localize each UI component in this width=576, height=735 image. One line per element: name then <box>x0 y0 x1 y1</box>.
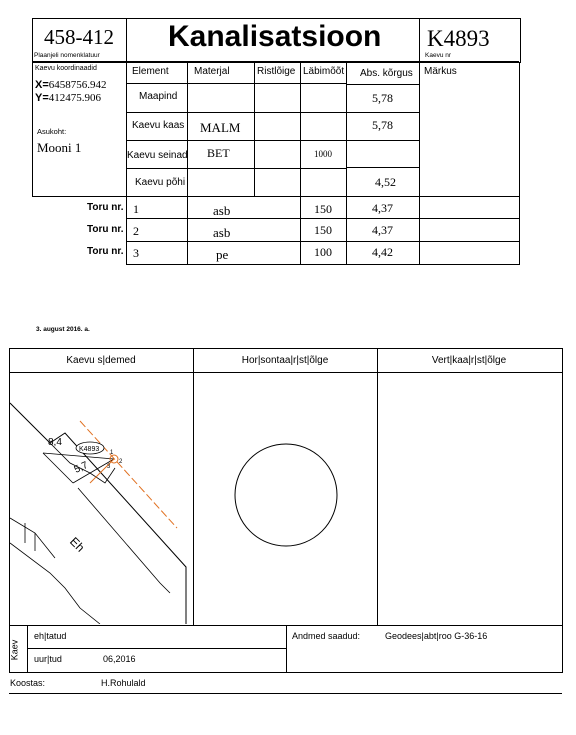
row-element: Kaevu kaas <box>132 120 185 131</box>
col-header-diameter: Läbimõõt <box>303 66 345 77</box>
pipe-height: 4,37 <box>372 201 393 215</box>
pipe-material: pe <box>216 247 229 262</box>
measure-line <box>43 453 114 459</box>
footer-author-value: H.Rohulald <box>101 678 146 688</box>
footer-source-label: Andmed saadud: <box>292 631 361 641</box>
building-edge <box>10 518 55 558</box>
panel-title-horizontal: Hor|sontaa|r|st|õlge <box>241 355 329 366</box>
pipe-label: Toru nr. <box>87 202 124 213</box>
sketch-house-label: Eh <box>67 534 88 555</box>
row-element: Kaevu põhi <box>135 177 186 188</box>
pipe-nr: 1 <box>133 202 139 216</box>
row-height: 4,52 <box>375 175 396 189</box>
pipe-nr: 3 <box>133 246 139 260</box>
panel-title-sketch: Kaevu s|demed <box>66 355 136 366</box>
sketch-pipe-2: 2 <box>119 459 123 465</box>
well-sketch <box>10 373 193 624</box>
panel-title-vertical: Vert|kaa|r|st|õlge <box>431 355 507 366</box>
sketch-pipe-1: 1 <box>110 450 114 456</box>
sketch-pipe-3: 3 <box>107 464 111 470</box>
row-material: MALM <box>200 120 241 135</box>
location-caption: Asukoht: <box>37 127 67 136</box>
pipe-diameter: 100 <box>314 245 332 259</box>
col-header-element: Element <box>132 66 169 77</box>
sketch-well-label: K4893 <box>79 446 100 453</box>
coord-x: X=6458756.942 <box>35 79 107 91</box>
footer-author-label: Koostas: <box>10 678 46 688</box>
sheet-caption: Plaanjeli nomenklatuur <box>34 52 100 59</box>
row-element: Maapind <box>139 91 178 102</box>
pipe-height: 4,37 <box>372 223 393 237</box>
measure-line <box>43 453 73 483</box>
row-height: 5,78 <box>372 118 393 132</box>
building-edge <box>10 543 100 624</box>
building-edge <box>78 488 170 593</box>
footer-source-value: Geodees|abt|roo G-36-16 <box>385 631 488 641</box>
col-header-height: Abs. kõrgus <box>360 68 413 79</box>
pipe-diameter: 150 <box>314 223 332 237</box>
sketch-dist-2: 5,7 <box>72 459 90 476</box>
col-header-material: Materjal <box>194 66 230 77</box>
pipe-line <box>80 421 177 528</box>
house-outline <box>10 403 186 624</box>
pipe-label: Toru nr. <box>87 246 124 257</box>
well-id: K4893 <box>427 26 490 51</box>
footer-built-label: eh|tatud <box>34 631 67 641</box>
pipe-height: 4,42 <box>372 245 393 259</box>
pipe-label: Toru nr. <box>87 224 124 235</box>
pipe-diameter: 150 <box>314 202 332 216</box>
footer-side-label: Kaev <box>9 639 20 661</box>
horizontal-section <box>194 373 377 624</box>
row-material: BET <box>207 146 230 160</box>
row-height: 5,78 <box>372 91 393 105</box>
coord-y: Y=412475.906 <box>35 92 102 104</box>
sheet-code: 458-412 <box>44 25 114 49</box>
well-caption: Kaevu nr <box>425 52 452 59</box>
col-header-note: Märkus <box>424 66 457 77</box>
row-diameter: 1000 <box>314 149 332 159</box>
date-label: 3. august 2016. a. <box>36 326 90 333</box>
page-title: Kanalisatsioon <box>168 20 382 53</box>
pipe-nr: 2 <box>133 224 139 238</box>
pipe-material: asb <box>213 225 231 240</box>
col-header-section: Ristlõige <box>257 66 296 77</box>
coords-caption: Kaevu koordinaadid <box>35 65 97 72</box>
row-element: Kaevu seinad <box>127 150 188 161</box>
pipe-material: asb <box>213 203 231 218</box>
sketch-dist-1: 8,4 <box>48 437 62 448</box>
location-value: Mooni 1 <box>37 140 82 155</box>
footer-survey-label: uur|tud <box>34 654 62 664</box>
well-circle <box>235 444 337 546</box>
footer-survey-value: 06,2016 <box>103 654 136 664</box>
